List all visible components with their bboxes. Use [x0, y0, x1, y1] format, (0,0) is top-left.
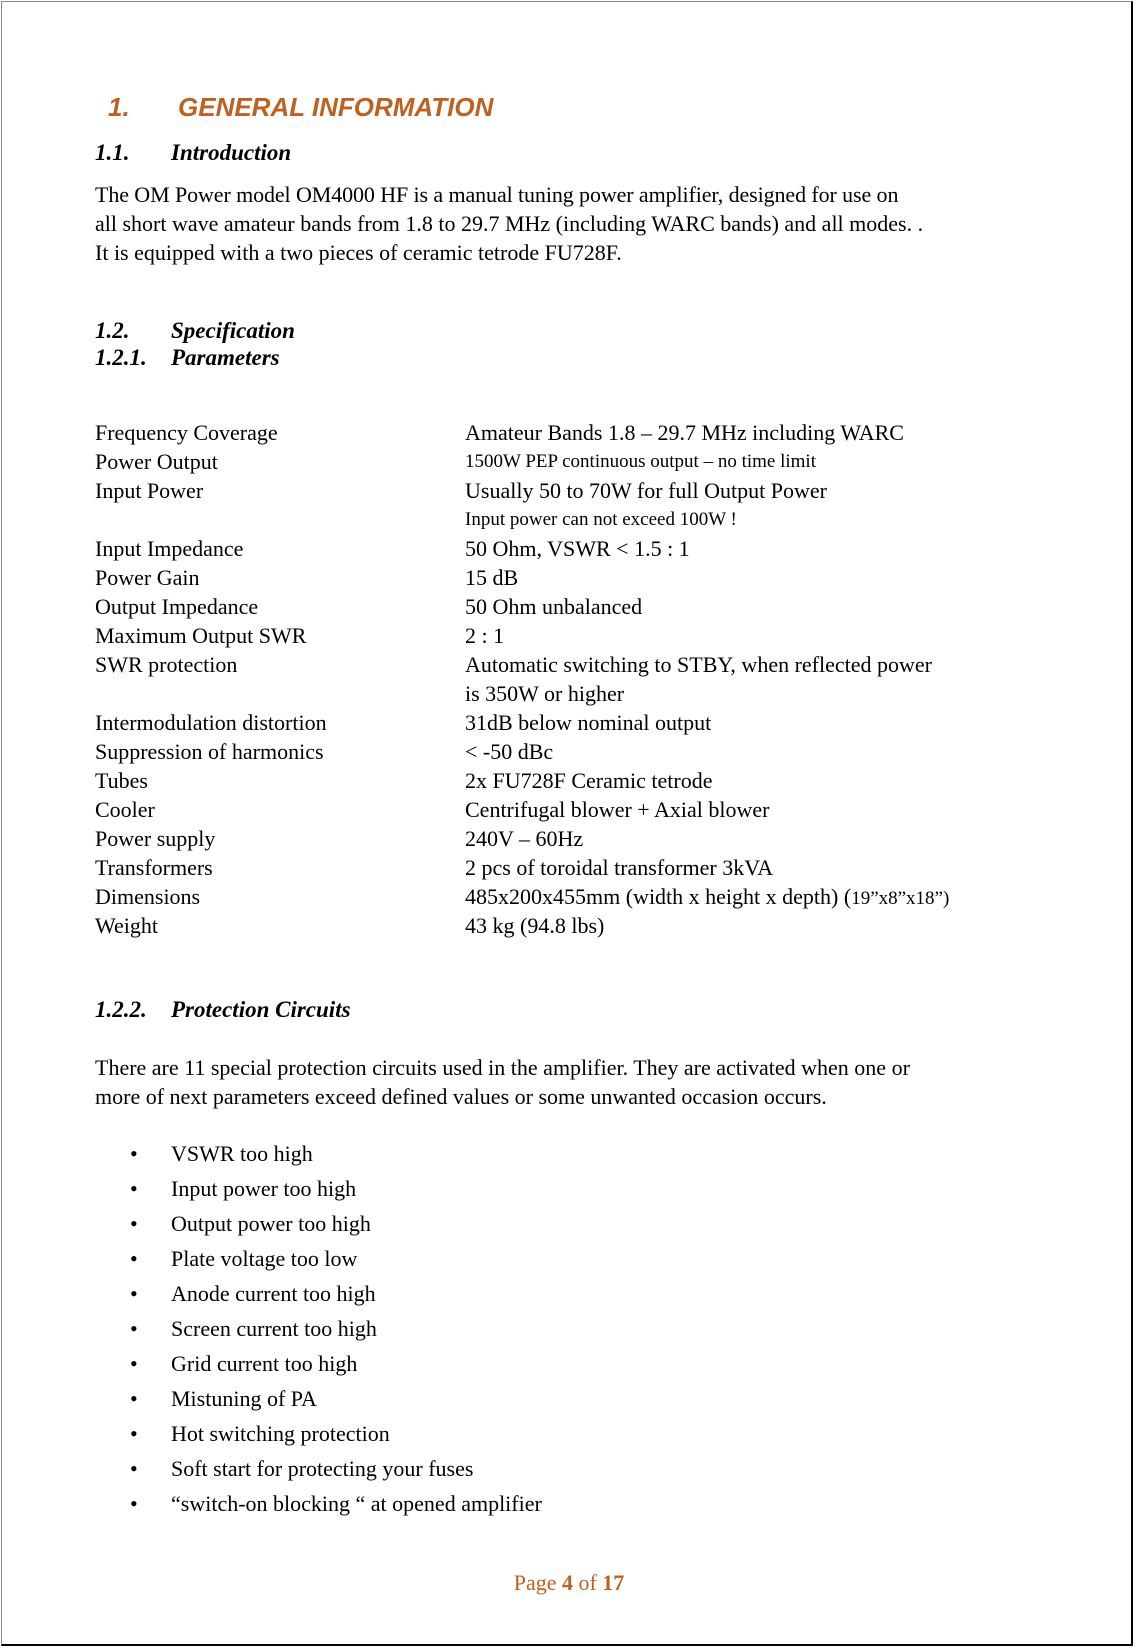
intro-paragraph [95, 180, 1045, 267]
param-label: Suppression of harmonics [95, 739, 324, 764]
protection-line: more of next parameters exceed defined values or some unwanted occasion occurs. [95, 1084, 827, 1109]
current-page: 4 [561, 1570, 573, 1595]
bullet-icon: • [130, 1246, 138, 1271]
param-label: Cooler [95, 797, 155, 822]
param-value: Centrifugal blower + Axial blower [465, 797, 770, 822]
param-label: Input Impedance [95, 536, 244, 561]
dimensions-imperial: 19”x8”x18”) [851, 888, 950, 909]
spec-title: Specification [171, 318, 295, 343]
bullet-icon: • [130, 1386, 138, 1411]
bullet-icon: • [130, 1141, 138, 1166]
protection-title: Protection Circuits [171, 997, 351, 1022]
spec-number: 1.2. [95, 318, 130, 343]
bullet-icon: • [130, 1316, 138, 1341]
param-value [465, 884, 949, 910]
section-number: 1. [108, 92, 130, 122]
params-heading [95, 345, 280, 371]
param-label: Output Impedance [95, 594, 259, 619]
page-footer [0, 1570, 1138, 1596]
spec-heading [95, 318, 295, 344]
bullet-icon: • [130, 1421, 138, 1446]
intro-line: It is equipped with a two pieces of ceramic tetrode FU728F. [95, 240, 622, 265]
intro-line: all short wave amateur bands from 1.8 to 29.7 MHz (including WARC bands) and all modes. . [95, 211, 924, 236]
param-value: 50 Ohm unbalanced [465, 594, 643, 619]
param-label: Intermodulation distortion [95, 710, 327, 735]
param-value: 240V – 60Hz [465, 826, 584, 851]
bullet-icon: • [130, 1211, 138, 1236]
param-label: Input Power [95, 478, 204, 503]
param-value: Amateur Bands 1.8 – 29.7 MHz including WARC [465, 420, 904, 445]
param-value: 1500W PEP continuous output – no time limit [465, 451, 816, 472]
total-pages: 17 [602, 1570, 625, 1595]
param-value: 43 kg (94.8 lbs) [465, 913, 605, 938]
param-value: Input power can not exceed 100W ! [465, 509, 737, 530]
bullet-icon: • [130, 1351, 138, 1376]
param-value: < -50 dBc [465, 739, 554, 764]
param-value: 15 dB [465, 565, 519, 590]
param-value: Usually 50 to 70W for full Output Power [465, 478, 827, 503]
param-label: Maximum Output SWR [95, 623, 307, 648]
bullet-icon: • [130, 1281, 138, 1306]
param-value: 31dB below nominal output [465, 710, 712, 735]
footer-of: of [578, 1570, 597, 1595]
param-label: Power Output [95, 449, 218, 474]
protection-line: There are 11 special protection circuits used in the amplifier. They are activated when one or [95, 1055, 910, 1080]
section-heading [108, 92, 493, 123]
param-label: SWR protection [95, 652, 238, 677]
param-label: Power Gain [95, 565, 200, 590]
protection-heading [95, 997, 351, 1023]
intro-number: 1.1. [95, 140, 130, 165]
param-value: 2 pcs of toroidal transformer 3kVA [465, 855, 774, 880]
param-label: Frequency Coverage [95, 420, 278, 445]
param-value: is 350W or higher [465, 681, 625, 706]
param-label: Weight [95, 913, 158, 938]
bullet-icon: • [130, 1491, 138, 1516]
dimensions-metric: 485x200x455mm (width x height x depth) ( [465, 884, 852, 909]
bullet-icon: • [130, 1456, 138, 1481]
bullet-icon: • [130, 1176, 138, 1201]
section-title: GENERAL INFORMATION [178, 92, 494, 122]
params-title: Parameters [171, 345, 280, 370]
param-value: 2x FU728F Ceramic tetrode [465, 768, 713, 793]
param-value: Automatic switching to STBY, when reflected power [465, 652, 932, 677]
protection-paragraph [95, 1053, 1045, 1111]
intro-line: The OM Power model OM4000 HF is a manual tuning power amplifier, designed for use on [95, 182, 899, 207]
intro-title: Introduction [171, 140, 292, 165]
protection-number: 1.2.2. [95, 997, 147, 1022]
param-value: 50 Ohm, VSWR < 1.5 : 1 [465, 536, 690, 561]
footer-prefix: Page [513, 1570, 557, 1595]
params-number: 1.2.1. [95, 345, 147, 370]
param-value: 2 : 1 [465, 623, 505, 648]
intro-heading [95, 140, 291, 166]
param-label: Tubes [95, 768, 148, 793]
param-label: Dimensions [95, 884, 201, 909]
param-label: Power supply [95, 826, 216, 851]
param-label: Transformers [95, 855, 213, 880]
